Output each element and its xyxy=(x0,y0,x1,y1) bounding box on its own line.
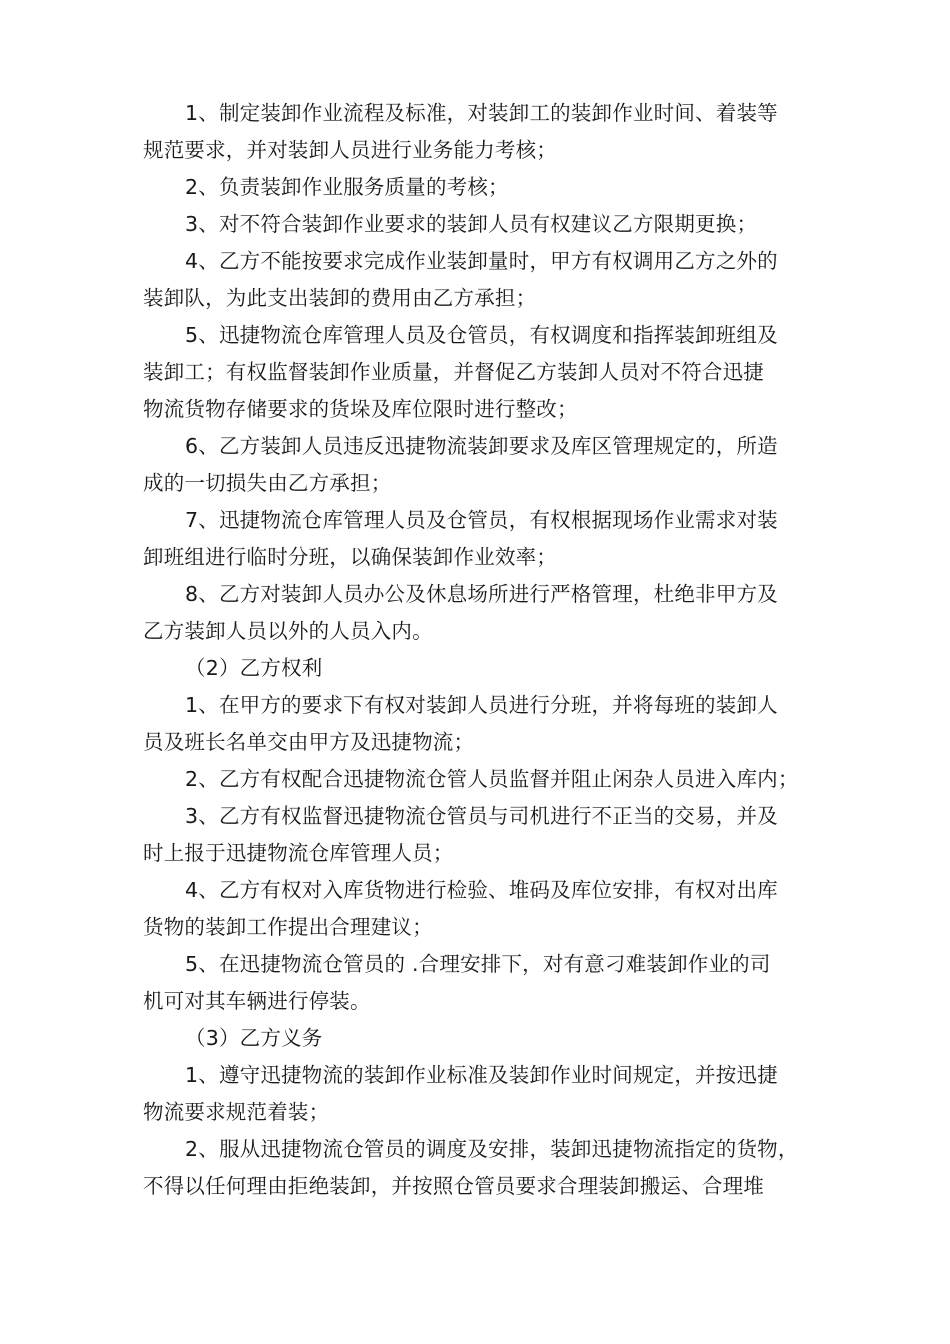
paragraph-line: 员及班长名单交由甲方及迅捷物流； xyxy=(143,730,475,754)
paragraph-line: 规范要求，并对装卸人员进行业务能力考核； xyxy=(143,138,557,162)
paragraph-line: 2、乙方有权配合迅捷物流仓管人员监督并阻止闲杂人员进入库内； xyxy=(185,767,799,791)
section-heading: （3）乙方义务 xyxy=(185,1026,323,1050)
paragraph-line: 乙方装卸人员以外的人员入内。 xyxy=(143,619,433,643)
paragraph-line: 装卸队，为此支出装卸的费用由乙方承担； xyxy=(143,286,537,310)
paragraph-line: 5、迅捷物流仓库管理人员及仓管员，有权调度和指挥装卸班组及 xyxy=(185,323,778,347)
paragraph-line: 3、乙方有权监督迅捷物流仓管员与司机进行不正当的交易，并及 xyxy=(185,804,778,828)
paragraph-line: 不得以任何理由拒绝装卸，并按照仓管员要求合理装卸搬运、合理堆 xyxy=(143,1174,764,1198)
document-body xyxy=(143,95,823,1205)
paragraph-line: 5、在迅捷物流仓管员的 .合理安排下，对有意刁难装卸作业的司 xyxy=(185,952,771,976)
paragraph-line: 8、乙方对装卸人员办公及休息场所进行严格管理，杜绝非甲方及 xyxy=(185,582,778,606)
paragraph-line: 4、乙方不能按要求完成作业装卸量时，甲方有权调用乙方之外的 xyxy=(185,249,778,273)
paragraph-line: 成的一切损失由乙方承担； xyxy=(143,471,392,495)
paragraph-line: 4、乙方有权对入库货物进行检验、堆码及库位安排，有权对出库 xyxy=(185,878,778,902)
paragraph-line: 7、迅捷物流仓库管理人员及仓管员，有权根据现场作业需求对装 xyxy=(185,508,778,532)
paragraph-line: 装卸工；有权监督装卸作业质量，并督促乙方装卸人员对不符合迅捷 xyxy=(143,360,764,384)
paragraph-line: 物流货物存储要求的货垛及库位限时进行整改； xyxy=(143,397,578,421)
paragraph-line: 1、在甲方的要求下有权对装卸人员进行分班，并将每班的装卸人 xyxy=(185,693,778,717)
paragraph-line: 3、对不符合装卸作业要求的装卸人员有权建议乙方限期更换； xyxy=(185,212,758,236)
paragraph-line: 6、乙方装卸人员违反迅捷物流装卸要求及库区管理规定的，所造 xyxy=(185,434,778,458)
paragraph-line: 1、制定装卸作业流程及标准，对装卸工的装卸作业时间、着装等 xyxy=(185,101,778,125)
paragraph-line: 机可对其车辆进行停装。 xyxy=(143,989,371,1013)
paragraph-line: 2、负责装卸作业服务质量的考核； xyxy=(185,175,509,199)
section-heading: （2）乙方权利 xyxy=(185,656,323,680)
paragraph-line: 物流要求规范着装； xyxy=(143,1100,330,1124)
paragraph-line: 货物的装卸工作提出合理建议； xyxy=(143,915,433,939)
paragraph-line: 2、服从迅捷物流仓管员的调度及安排，装卸迅捷物流指定的货物， xyxy=(185,1137,799,1161)
paragraph-line: 1、遵守迅捷物流的装卸作业标准及装卸作业时间规定，并按迅捷 xyxy=(185,1063,778,1087)
paragraph-line: 时上报于迅捷物流仓库管理人员； xyxy=(143,841,454,865)
paragraph-line: 卸班组进行临时分班，以确保装卸作业效率； xyxy=(143,545,557,569)
